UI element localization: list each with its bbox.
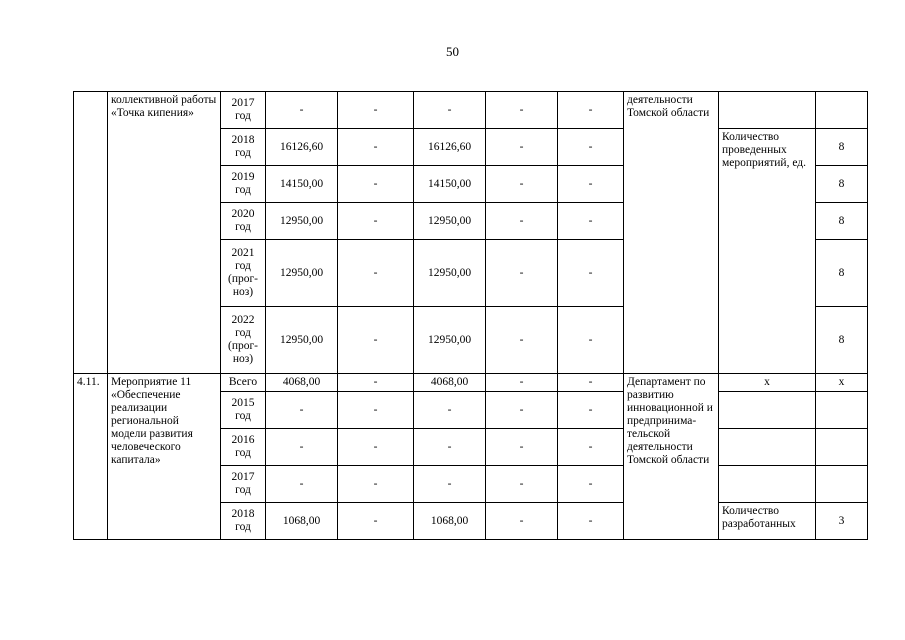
year-cell: 2018 год — [221, 129, 266, 166]
value-cell: - — [338, 92, 414, 129]
year-cell: 2017 год — [221, 92, 266, 129]
year-cell: 2016 год — [221, 429, 266, 466]
indicator-value-cell: х — [816, 374, 868, 392]
indicator-value-cell — [816, 392, 868, 429]
value-cell: - — [558, 92, 624, 129]
value-cell: 12950,00 — [266, 307, 338, 374]
measure-name-cell: Мероприятие 11 «Обеспечение реализации региональной модели развития человеческого капитала» — [108, 374, 221, 540]
year-cell: 2018 год — [221, 503, 266, 540]
value-cell: - — [486, 92, 558, 129]
value-cell: 14150,00 — [266, 166, 338, 203]
value-cell: - — [338, 503, 414, 540]
value-cell: - — [414, 92, 486, 129]
value-cell: - — [486, 392, 558, 429]
value-cell: - — [486, 307, 558, 374]
value-cell: - — [558, 129, 624, 166]
value-cell: - — [338, 374, 414, 392]
value-cell: - — [558, 466, 624, 503]
indicator-name-cell — [719, 429, 816, 466]
value-cell: - — [338, 129, 414, 166]
value-cell: - — [338, 392, 414, 429]
indicator-name-cell — [719, 92, 816, 129]
indicator-name-cell: Количество проведенных мероприятий, ед. — [719, 129, 816, 374]
value-cell: 12950,00 — [266, 203, 338, 240]
indicator-value-cell: 8 — [816, 203, 868, 240]
value-cell: - — [558, 392, 624, 429]
value-cell: - — [558, 240, 624, 307]
value-cell: - — [486, 429, 558, 466]
value-cell: - — [266, 92, 338, 129]
year-cell: 2017 год — [221, 466, 266, 503]
value-cell: - — [486, 203, 558, 240]
indicator-name-cell — [719, 466, 816, 503]
value-cell: 4068,00 — [266, 374, 338, 392]
value-cell: 12950,00 — [414, 240, 486, 307]
value-cell: 1068,00 — [414, 503, 486, 540]
indicator-value-cell — [816, 429, 868, 466]
value-cell: - — [558, 374, 624, 392]
value-cell: - — [266, 429, 338, 466]
indicator-value-cell — [816, 92, 868, 129]
value-cell: - — [414, 392, 486, 429]
value-cell: - — [486, 503, 558, 540]
row-number-cell — [74, 92, 108, 374]
indicator-value-cell: 8 — [816, 129, 868, 166]
value-cell: 1068,00 — [266, 503, 338, 540]
indicator-value-cell: 8 — [816, 307, 868, 374]
year-cell: 2021 год (прог-ноз) — [221, 240, 266, 307]
value-cell: - — [486, 166, 558, 203]
value-cell: - — [338, 166, 414, 203]
value-cell: - — [486, 129, 558, 166]
indicator-value-cell: 8 — [816, 166, 868, 203]
value-cell: - — [558, 203, 624, 240]
row-number-cell: 4.11. — [74, 374, 108, 540]
year-cell: 2020 год — [221, 203, 266, 240]
value-cell: 12950,00 — [414, 307, 486, 374]
value-cell: - — [558, 503, 624, 540]
indicator-value-cell: 3 — [816, 503, 868, 540]
year-cell: Всего — [221, 374, 266, 392]
indicator-value-cell — [816, 466, 868, 503]
value-cell: - — [558, 307, 624, 374]
value-cell: - — [338, 307, 414, 374]
value-cell: 16126,60 — [266, 129, 338, 166]
year-cell: 2015 год — [221, 392, 266, 429]
value-cell: 14150,00 — [414, 166, 486, 203]
value-cell: - — [266, 466, 338, 503]
program-table — [73, 91, 868, 540]
table-row — [74, 374, 868, 392]
indicator-name-cell — [719, 392, 816, 429]
executor-cell: Департамент по развитию инновационной и предпринима-тельской деятельности Томской области — [624, 374, 719, 540]
indicator-name-cell: Количество разработанных — [719, 503, 816, 540]
page-number: 50 — [446, 44, 459, 59]
value-cell: - — [486, 240, 558, 307]
value-cell: - — [266, 392, 338, 429]
value-cell: - — [338, 203, 414, 240]
indicator-value-cell: 8 — [816, 240, 868, 307]
value-cell: - — [338, 240, 414, 307]
value-cell: - — [414, 429, 486, 466]
table-row — [74, 92, 868, 129]
measure-name-cell: коллективной работы «Точка кипения» — [108, 92, 221, 374]
value-cell: 12950,00 — [266, 240, 338, 307]
value-cell: 12950,00 — [414, 203, 486, 240]
value-cell: 16126,60 — [414, 129, 486, 166]
value-cell: - — [338, 429, 414, 466]
value-cell: - — [558, 429, 624, 466]
value-cell: - — [414, 466, 486, 503]
year-cell: 2022 год (прог-ноз) — [221, 307, 266, 374]
value-cell: - — [486, 466, 558, 503]
value-cell: - — [558, 166, 624, 203]
value-cell: 4068,00 — [414, 374, 486, 392]
value-cell: - — [338, 466, 414, 503]
year-cell: 2019 год — [221, 166, 266, 203]
value-cell: - — [486, 374, 558, 392]
indicator-name-cell: х — [719, 374, 816, 392]
executor-cell: деятельности Томской области — [624, 92, 719, 374]
